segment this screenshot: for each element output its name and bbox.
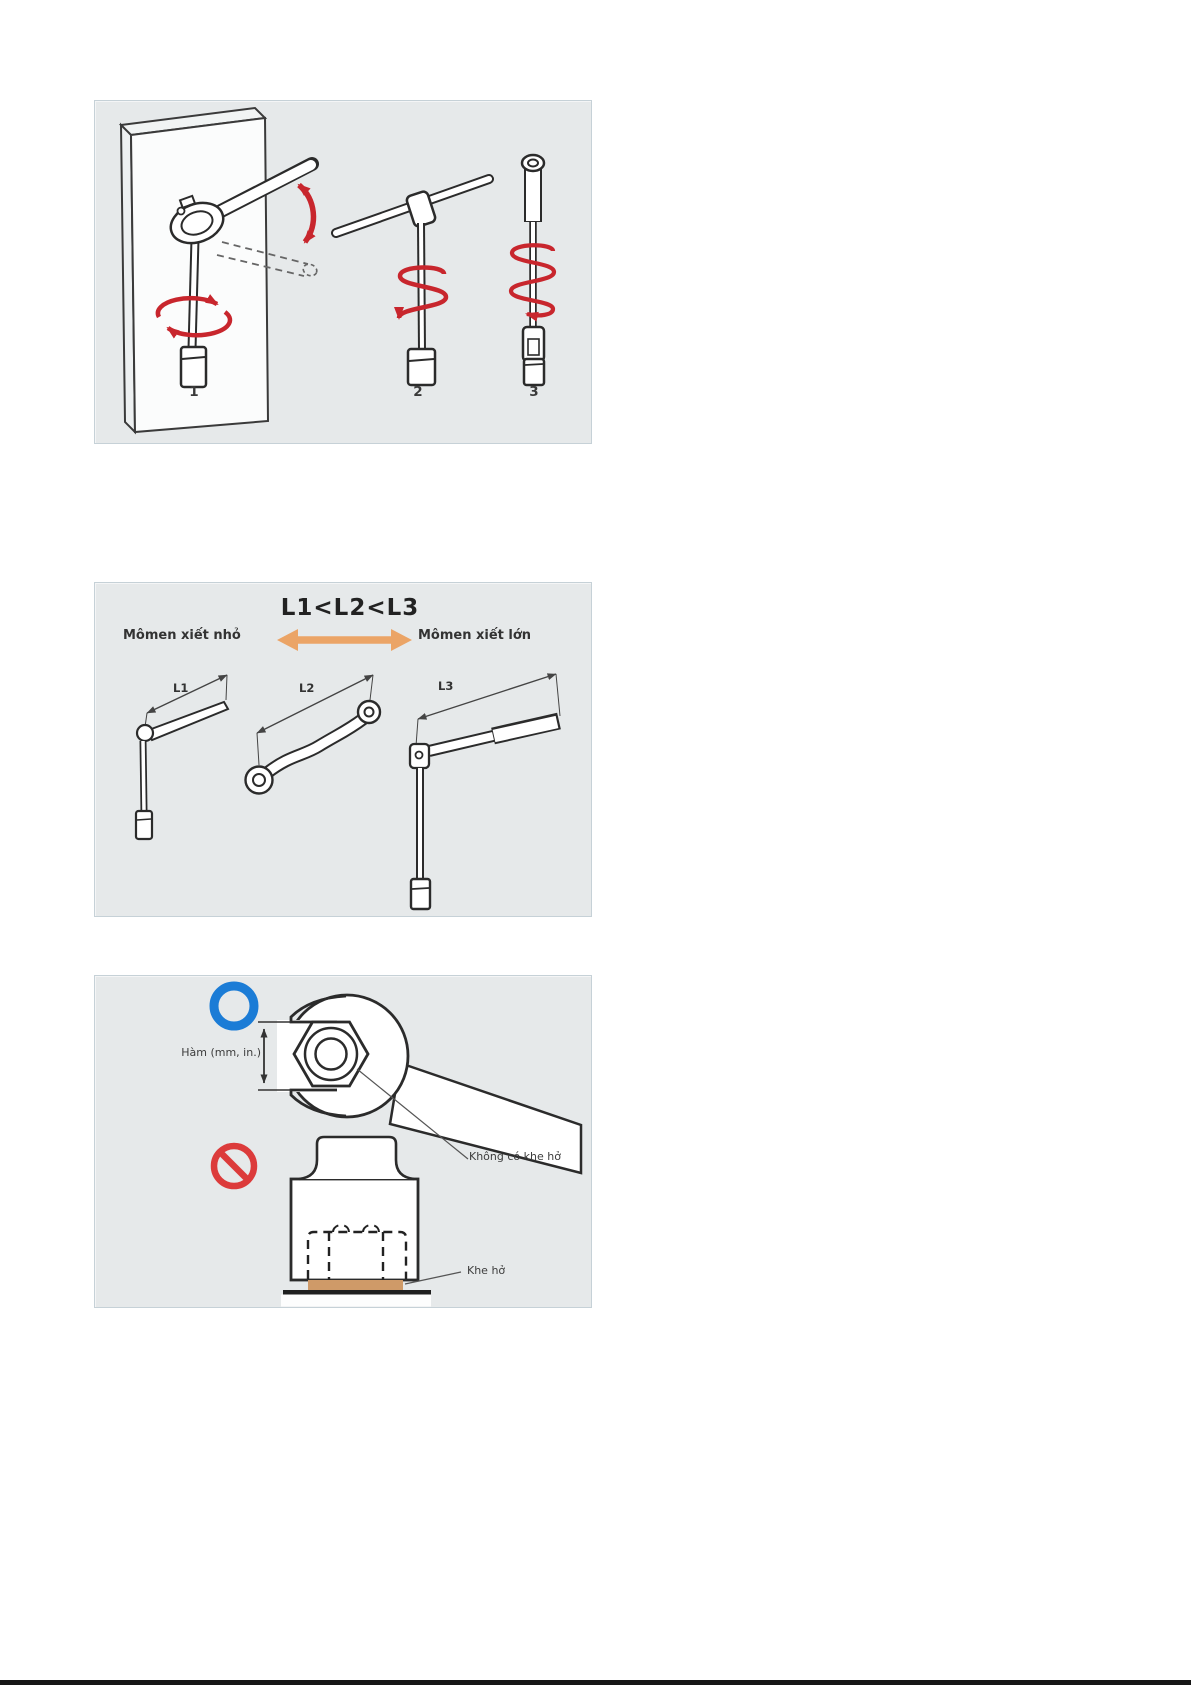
- figure-wrench-fit: [94, 975, 592, 1308]
- prohibition-icon: [214, 1146, 254, 1186]
- gap-label: Khe hở: [467, 1264, 506, 1277]
- figure-socket-usage: [94, 100, 592, 444]
- dim-label-l1: L1: [173, 681, 189, 695]
- page-bottom-rule: [0, 1680, 1191, 1685]
- t-handle-wrench-illustration: [336, 179, 489, 385]
- short-handle-wrench-illustration: [136, 702, 228, 839]
- small-torque-label: Mômen xiết nhỏ: [123, 628, 241, 643]
- figure-handle-length-torque: [94, 582, 592, 917]
- torque-range-arrow-icon: [277, 629, 412, 651]
- box-end-wrench-illustration: [246, 701, 381, 794]
- swing-arrow-icon: [299, 185, 313, 242]
- gap-highlight: [308, 1280, 403, 1290]
- wrench-fit-illustration: [95, 976, 593, 1309]
- jaw-size-label: Hàm (mm, in.): [181, 1046, 261, 1059]
- figure-title: L1<L2<L3: [280, 595, 420, 621]
- long-flex-handle-illustration: [410, 721, 559, 909]
- large-torque-label: Mômen xiết lớn: [418, 628, 532, 643]
- item-number-3: 3: [529, 384, 539, 400]
- no-gap-label: Không có khe hở: [469, 1150, 561, 1163]
- item-number-2: 2: [413, 384, 423, 400]
- dim-label-l3: L3: [438, 679, 454, 693]
- ok-circle-icon: [214, 986, 254, 1026]
- socket-usage-illustration: [95, 101, 593, 445]
- item-number-1: 1: [189, 384, 199, 400]
- socket-clearance-illustration: [281, 1137, 461, 1307]
- dim-label-l2: L2: [299, 681, 315, 695]
- flex-handle-wrench-illustration: [511, 155, 554, 385]
- ground-line: [283, 1290, 431, 1295]
